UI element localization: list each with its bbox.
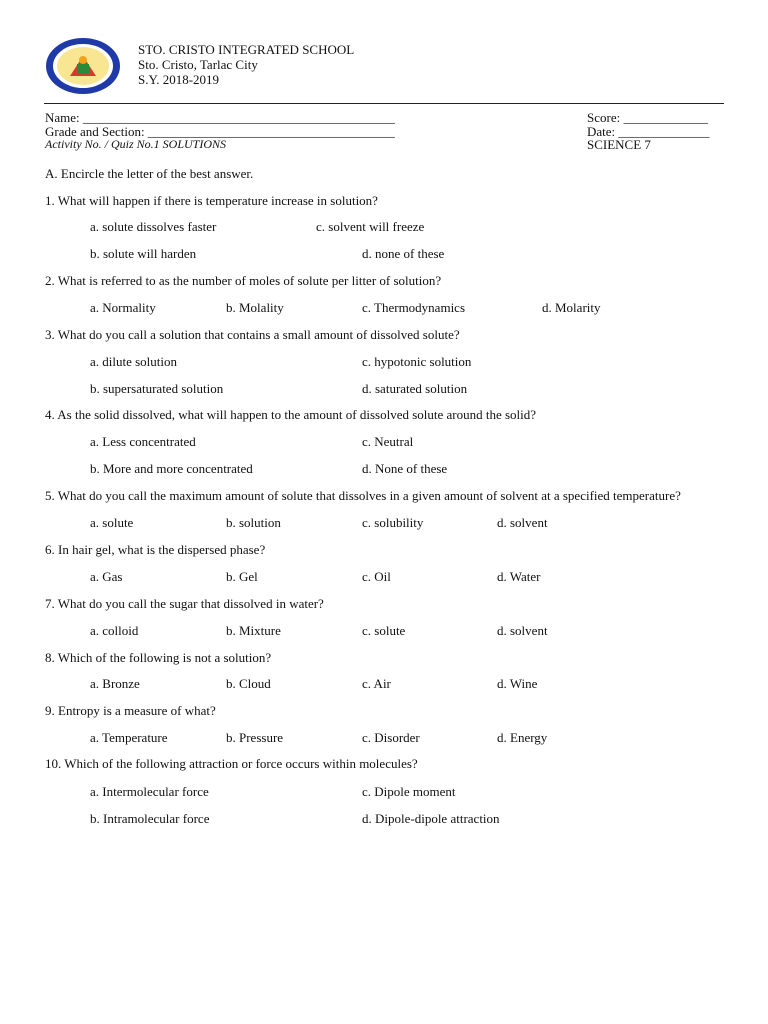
q4-option-c: c. Neutral bbox=[362, 434, 414, 449]
date-line: Date: ______________ bbox=[587, 124, 710, 139]
q6-option-c: c. Oil bbox=[362, 569, 391, 584]
q1-option-d: d. none of these bbox=[362, 246, 445, 261]
school-name: STO. CRISTO INTEGRATED SCHOOL bbox=[138, 42, 355, 57]
q1-option-c: c. solvent will freeze bbox=[316, 219, 425, 234]
q8-option-b: b. Cloud bbox=[226, 676, 271, 691]
q10-option-a: a. Intermolecular force bbox=[90, 784, 209, 799]
q9-option-b: b. Pressure bbox=[226, 730, 284, 745]
activity-title: Activity No. / Quiz No.1 SOLUTIONS bbox=[45, 137, 227, 151]
q1-option-a: a. solute dissolves faster bbox=[90, 219, 217, 234]
q9-option-a: a. Temperature bbox=[90, 730, 168, 745]
grade-section-line: Grade and Section: ______________________________________ bbox=[45, 124, 395, 139]
q9-option-d: d. Energy bbox=[497, 730, 548, 745]
q6-option-a: a. Gas bbox=[90, 569, 123, 584]
q7-option-c: c. solute bbox=[362, 623, 406, 638]
q6-option-d: d. Water bbox=[497, 569, 541, 584]
school-header bbox=[138, 42, 354, 87]
question-1: 1. What will happen if there is temperature increase in solution? bbox=[45, 193, 378, 208]
q5-option-d: d. solvent bbox=[497, 515, 548, 530]
q6-option-b: b. Gel bbox=[226, 569, 258, 584]
question-9: 9. Entropy is a measure of what? bbox=[45, 703, 216, 718]
question-6: 6. In hair gel, what is the dispersed phase? bbox=[45, 542, 266, 557]
question-8: 8. Which of the following is not a solution? bbox=[45, 650, 272, 665]
q10-option-c: c. Dipole moment bbox=[362, 784, 456, 799]
q8-option-c: c. Air bbox=[362, 676, 391, 691]
q4-option-d: d. None of these bbox=[362, 461, 448, 476]
q8-option-d: d. Wine bbox=[497, 676, 538, 691]
q7-option-d: d. solvent bbox=[497, 623, 548, 638]
q2-option-c: c. Thermodynamics bbox=[362, 300, 466, 315]
question-3: 3. What do you call a solution that contains a small amount of dissolved solute? bbox=[45, 327, 460, 342]
question-10: 10. Which of the following attraction or force occurs within molecules? bbox=[45, 756, 418, 771]
question-5: 5. What do you call the maximum amount of solute that dissolves in a given amount of solvent at a specified temperature? bbox=[45, 488, 681, 503]
q7-option-b: b. Mixture bbox=[226, 623, 281, 638]
school-seal-logo bbox=[44, 36, 122, 96]
school-address: Sto. Cristo, Tarlac City bbox=[138, 57, 258, 72]
q3-option-a: a. dilute solution bbox=[90, 354, 178, 369]
instruction: A. Encircle the letter of the best answer. bbox=[45, 166, 254, 181]
score-line: Score: _____________ bbox=[587, 110, 708, 125]
question-2: 2. What is referred to as the number of moles of solute per litter of solution? bbox=[45, 273, 442, 288]
q7-option-a: a. colloid bbox=[90, 623, 139, 638]
q3-option-d: d. saturated solution bbox=[362, 381, 468, 396]
q4-option-a: a. Less concentrated bbox=[90, 434, 196, 449]
q9-option-c: c. Disorder bbox=[362, 730, 420, 745]
question-7: 7. What do you call the sugar that dissolved in water? bbox=[45, 596, 324, 611]
q8-option-a: a. Bronze bbox=[90, 676, 140, 691]
q5-option-b: b. solution bbox=[226, 515, 281, 530]
q10-option-d: d. Dipole-dipole attraction bbox=[362, 811, 500, 826]
q5-option-a: a. solute bbox=[90, 515, 134, 530]
q4-option-b: b. More and more concentrated bbox=[90, 461, 253, 476]
q1-option-b: b. solute will harden bbox=[90, 246, 197, 261]
school-year: S.Y. 2018-2019 bbox=[138, 72, 220, 87]
header-divider bbox=[44, 103, 724, 104]
question-4: 4. As the solid dissolved, what will happen to the amount of dissolved solute around the solid? bbox=[45, 407, 537, 422]
q2-option-a: a. Normality bbox=[90, 300, 156, 315]
subject-label: SCIENCE 7 bbox=[587, 137, 651, 152]
q3-option-b: b. supersaturated solution bbox=[90, 381, 224, 396]
q2-option-d: d. Molarity bbox=[542, 300, 601, 315]
q3-option-c: c. hypotonic solution bbox=[362, 354, 472, 369]
name-line: Name: ________________________________________________ bbox=[45, 110, 395, 125]
q2-option-b: b. Molality bbox=[226, 300, 284, 315]
q10-option-b: b. Intramolecular force bbox=[90, 811, 210, 826]
q5-option-c: c. solubility bbox=[362, 515, 424, 530]
